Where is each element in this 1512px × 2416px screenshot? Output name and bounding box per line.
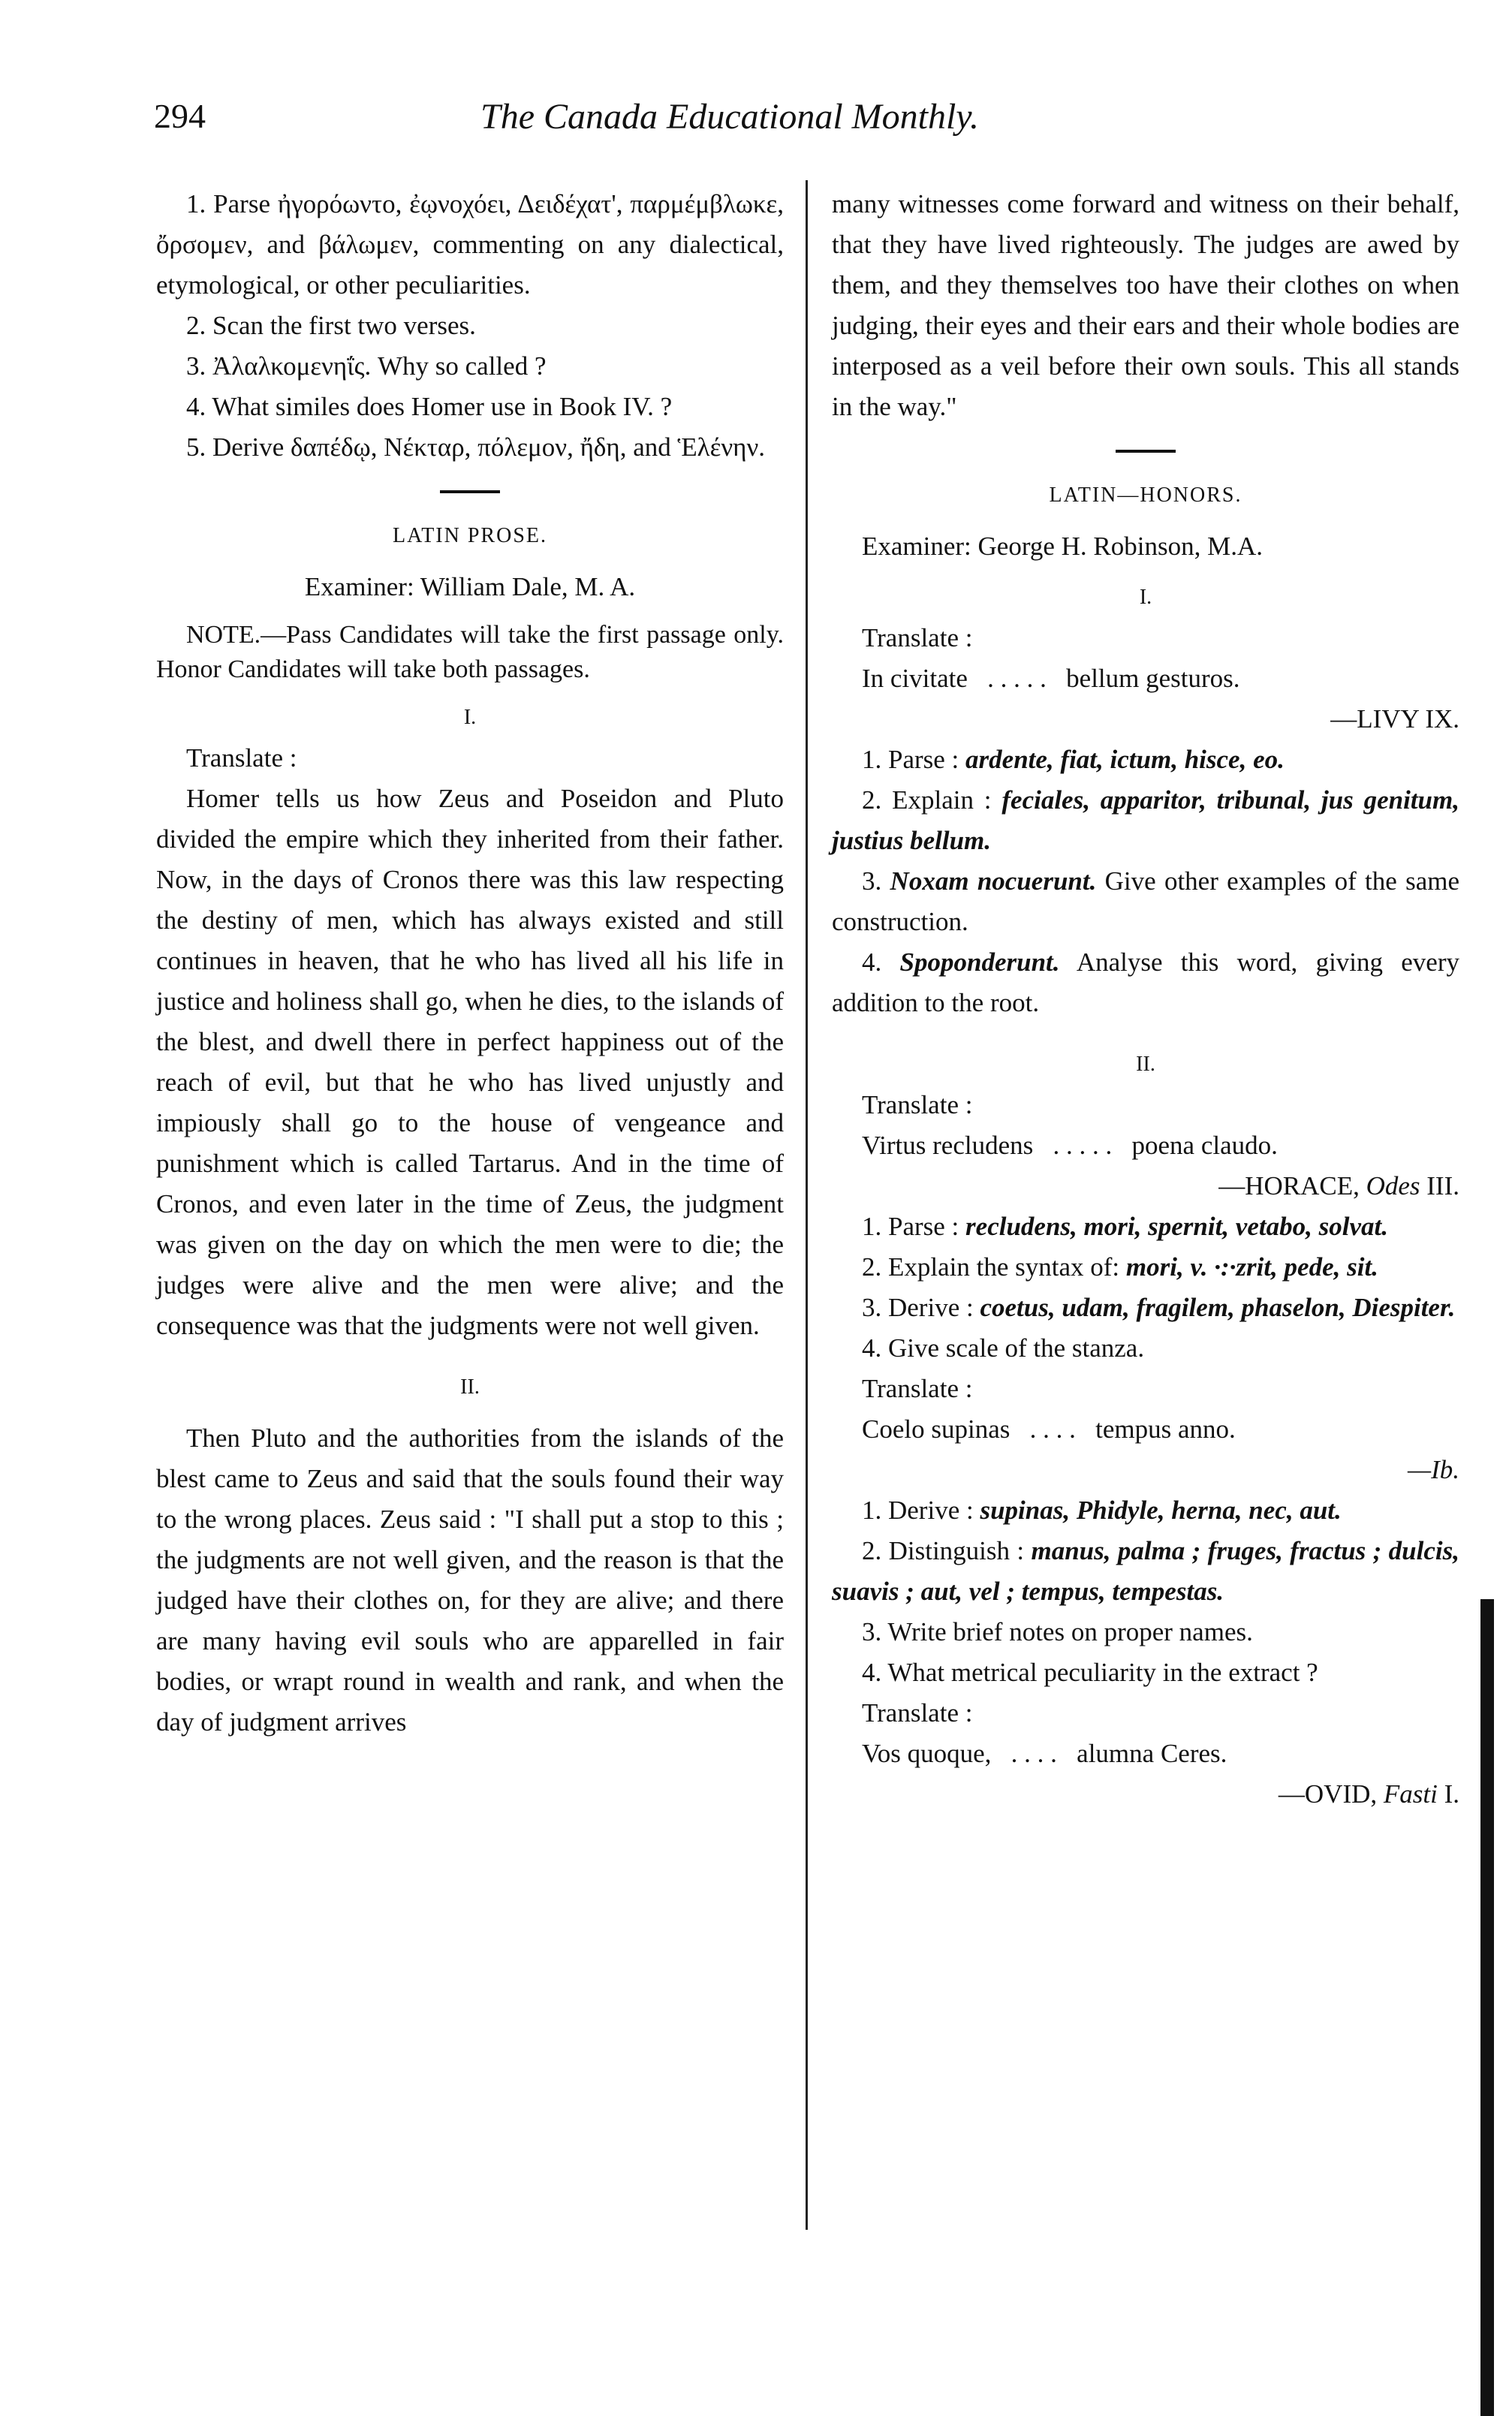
source-work: Fasti (1383, 1779, 1438, 1809)
extract-end: tempus anno. (1095, 1414, 1236, 1444)
prose-passage-2: Then Pluto and the authorities from the islands of the blest came to Zeus and said that the souls found their way to the wrong places. Zeus said : "I shall put a stop to this ; the judgments are not well given, and the reason is that the judged have their clothes on, for they are alive; and there are many having evil souls who are apparelled in fair bodies, or wrapt round in wealth and rank, and when the day of judgment arrives (156, 1423, 784, 1737)
extract-end: poena claudo. (1131, 1131, 1278, 1160)
source-author: —HORACE, (1218, 1171, 1366, 1200)
coelo-question-1 (832, 1490, 1459, 1531)
extract-start: Virtus recludens (862, 1131, 1034, 1160)
horace-question-4: 4. Give scale of the stanza. (862, 1333, 1145, 1363)
translate-label: Translate : (862, 1090, 973, 1119)
extract-source (832, 1166, 1459, 1206)
question-words: manus, palma ; fruges, fractus ; dulcis, suavis ; aut, vel ; tempus, tempestas. (832, 1536, 1459, 1606)
horace-extract (832, 1125, 1459, 1166)
question-words: coetus, udam, fragilem, phaselon, Diespiter. (980, 1293, 1456, 1322)
section-rule (1116, 450, 1176, 453)
section-number: II. (1136, 1053, 1155, 1076)
question-lead: 3. (862, 866, 890, 896)
ovid-extract (832, 1734, 1459, 1774)
horace-question-2 (832, 1247, 1459, 1288)
section-number: I. (463, 706, 477, 729)
livy-question-3 (832, 861, 1459, 942)
extract-end: bellum gesturos. (1066, 664, 1240, 693)
extract-start: Vos quoque, (862, 1739, 992, 1768)
greek-question-5: 5. Derive δαπέδῳ, Νέκταρ, πόλεμον, ἤδη, and Ἑλένην. (186, 432, 766, 462)
prose-passage-2-continued: many witnesses come forward and witness on their behalf, that they have lived righteously. The judges are awed by them, and they themselves too have their clothes on when judging, their eyes and their ears and their whole bodies are interposed as a veil before their own souls. This all stands in the way." (832, 189, 1459, 421)
greek-question-1: 1. Parse ἠγορόωντο, ἐῳνοχόει, Δειδέχατ', παρμέμβλωκε, ὄρσομεν, and βάλωμεν, commenting on any dialectical, etymological, or other peculiarities. (156, 189, 784, 300)
horace-question-1 (832, 1206, 1459, 1247)
section-number: II. (460, 1375, 480, 1399)
question-words: supinas, Phidyle, herna, nec, aut. (980, 1496, 1342, 1525)
source-book: I. (1437, 1779, 1459, 1809)
question-words: recludens, mori, spernit, vetabo, solvat. (965, 1212, 1388, 1241)
greek-question-3: 3. Ἀλαλκομενηΐς. Why so called ? (186, 351, 547, 381)
extract-start: Coelo supinas (862, 1414, 1011, 1444)
question-words: feciales, apparitor, tribunal, jus genitum, justius bellum. (832, 785, 1459, 855)
extract-end: alumna Ceres. (1077, 1739, 1227, 1768)
livy-extract (832, 658, 1459, 699)
question-lead: 2. Distinguish : (862, 1536, 1032, 1565)
livy-question-4 (832, 942, 1459, 1023)
coelo-question-2 (832, 1531, 1459, 1612)
source-book: III. (1420, 1171, 1459, 1200)
ellipsis: . . . . (1029, 1414, 1076, 1444)
question-lead: 1. Parse : (862, 1212, 966, 1241)
column-divider (806, 180, 808, 2230)
question-lead: 2. Explain the syntax of: (862, 1252, 1126, 1282)
coelo-question-3: 3. Write brief notes on proper names. (862, 1617, 1253, 1646)
greek-question-4: 4. What similes does Homer use in Book IV. ? (186, 392, 673, 421)
question-words: Noxam nocuerunt. (890, 866, 1097, 896)
extract-start: In civitate (862, 664, 968, 693)
section-rule (440, 490, 500, 493)
examiner-line: Examiner: George H. Robinson, M.A. (862, 532, 1264, 561)
source-work: Odes (1366, 1171, 1420, 1200)
livy-question-2 (832, 780, 1459, 861)
question-lead: 2. Explain : (862, 785, 1002, 815)
translate-label: Translate : (862, 623, 973, 652)
question-words: mori, v. ·:·zrit, pede, sit. (1125, 1252, 1378, 1282)
question-rest: Give other examples of the same construction. (832, 866, 1460, 936)
latin-prose-heading: LATIN PROSE. (392, 524, 547, 547)
coelo-extract (832, 1409, 1459, 1450)
greek-question-2: 2. Scan the first two verses. (186, 311, 476, 340)
running-title: The Canada Educational Monthly. (480, 97, 979, 137)
source-author: —OVID, (1278, 1779, 1384, 1809)
scan-edge-shadow (1480, 1599, 1494, 2416)
translate-label: Translate : (862, 1374, 973, 1403)
question-lead: 1. Parse : (862, 745, 966, 774)
translate-label: Translate : (186, 743, 297, 773)
page-header (0, 96, 1512, 156)
extract-source (832, 1774, 1459, 1815)
coelo-question-4: 4. What metrical peculiarity in the extract ? (862, 1658, 1318, 1687)
extract-source: —LIVY IX. (1330, 704, 1459, 734)
question-lead: 3. Derive : (862, 1293, 980, 1322)
note-paragraph: NOTE.—Pass Candidates will take the first passage only. Honor Candidates will take both passages. (156, 621, 784, 683)
livy-question-1 (832, 740, 1459, 780)
question-rest: Analyse this word, giving every addition to the root. (832, 947, 1459, 1017)
right-column (832, 184, 1459, 1815)
section-number: I. (1139, 586, 1152, 609)
question-words: Spoponderunt. (899, 947, 1060, 977)
extract-source: —Ib. (1407, 1455, 1459, 1484)
ellipsis: . . . . . (1053, 1131, 1113, 1160)
translate-label: Translate : (862, 1698, 973, 1728)
ellipsis: . . . . (1011, 1739, 1057, 1768)
question-lead: 1. Derive : (862, 1496, 980, 1525)
left-column (156, 184, 784, 1743)
latin-honors-heading: LATIN—HONORS. (1049, 484, 1242, 507)
ellipsis: . . . . . (987, 664, 1047, 693)
page-number: 294 (154, 97, 206, 135)
question-lead: 4. (862, 947, 900, 977)
horace-question-3 (832, 1288, 1459, 1328)
examiner-line: Examiner: William Dale, M. A. (304, 572, 636, 601)
prose-passage-1: Homer tells us how Zeus and Poseidon and Pluto divided the empire which they inherited from their father. Now, in the days of Cronos there was this law respecting the destiny of men, which has always existed and still continues in heaven, that he who has lived all his life in justice and holiness shall go, when he dies, to the islands of the blest, and dwell there in perfect happiness out of the reach of evil, but that he who has lived unjustly and impiously shall go to the house of vengeance and punishment which is called Tartarus. And in the time of Cronos, and even later in the time of Zeus, the judgment was given on the day on which the men were to die; the judges were alive and the men were alive; and the consequence was that the judgments were not well given. (156, 784, 784, 1340)
question-words: ardente, fiat, ictum, hisce, eo. (965, 745, 1285, 774)
